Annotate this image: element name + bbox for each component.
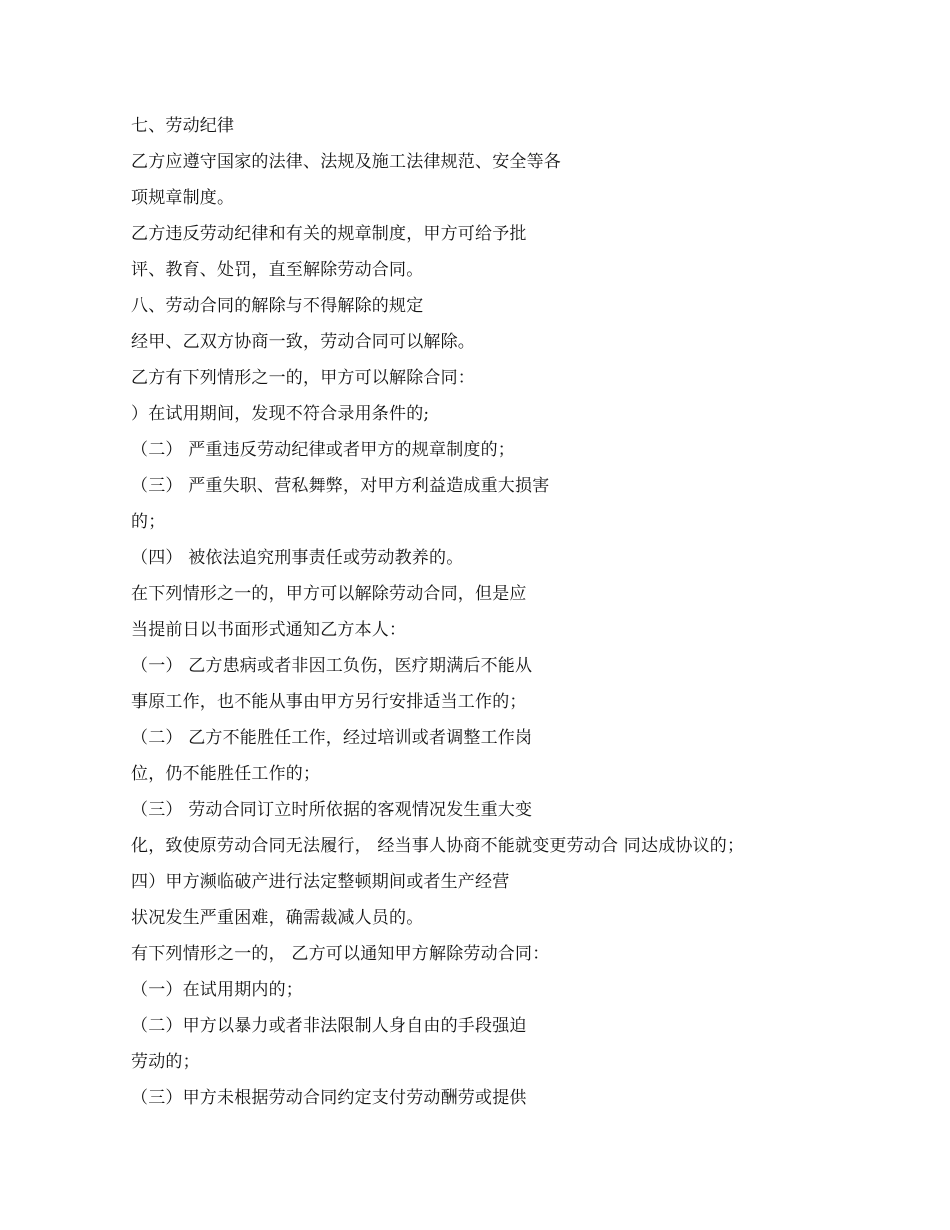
list-item-line: 状况发生严重困难，确需裁减人员的。: [131, 908, 424, 928]
list-item-line: （三）甲方未根据劳动合同约定支付劳动酬劳或提供: [131, 1088, 527, 1108]
paragraph-line: 在下列情形之一的，甲方可以解除劳动合同，但是应: [131, 584, 527, 604]
document-body: [131, 108, 931, 1116]
section-heading-labor-discipline: 七、劳动纪律: [131, 116, 235, 136]
list-item-line: ）在试用期间，发现不符合录用条件的;: [131, 404, 430, 424]
paragraph-line: 当提前日以书面形式通知乙方本人：: [131, 620, 407, 640]
list-item-line: 事原工作，也不能从事由甲方另行安排适当工作的；: [131, 692, 527, 712]
list-item-line: 的；: [131, 512, 166, 532]
paragraph-line: 乙方有下列情形之一的，甲方可以解除合同：: [131, 368, 475, 388]
paragraph-line: 评、教育、处罚，直至解除劳动合同。: [131, 260, 424, 280]
list-item-line: （二）甲方以暴力或者非法限制人身自由的手段强迫: [131, 1016, 527, 1036]
list-item-line: （二） 严重违反劳动纪律或者甲方的规章制度的；: [131, 440, 516, 460]
list-item-line: 四）甲方濒临破产进行法定整顿期间或者生产经营: [131, 872, 510, 892]
list-item-line: （三） 严重失职、营私舞弊，对甲方利益造成重大损害: [131, 476, 550, 496]
paragraph-line: 乙方应遵守国家的法律、法规及施工法律规范、安全等各: [131, 152, 561, 172]
list-item-line: （二） 乙方不能胜任工作，经过培训或者调整工作岗: [131, 728, 533, 748]
list-item-line: （三） 劳动合同订立时所依据的客观情况发生重大变: [131, 800, 533, 820]
section-heading-termination: 八、劳动合同的解除与不得解除的规定: [131, 296, 424, 316]
list-item-line: （一） 乙方患病或者非因工负伤，医疗期满后不能从: [131, 656, 533, 676]
paragraph-line: 有下列情形之一的， 乙方可以通知甲方解除劳动合同：: [131, 944, 550, 964]
paragraph-line: 乙方违反劳动纪律和有关的规章制度，甲方可给予批: [131, 224, 527, 244]
paragraph-line: 经甲、乙双方协商一致，劳动合同可以解除。: [131, 332, 475, 352]
list-item-line: 化，致使原劳动合同无法履行， 经当事人协商不能就变更劳动合 同达成协议的；: [131, 836, 745, 856]
list-item-line: 劳动的；: [131, 1052, 200, 1072]
paragraph-line: 项规章制度。: [131, 188, 235, 208]
list-item-line: 位，仍不能胜任工作的；: [131, 764, 321, 784]
list-item-line: （一）在试用期内的；: [131, 980, 303, 1000]
list-item-line: （四） 被依法追究刑事责任或劳动教养的。: [131, 548, 464, 568]
